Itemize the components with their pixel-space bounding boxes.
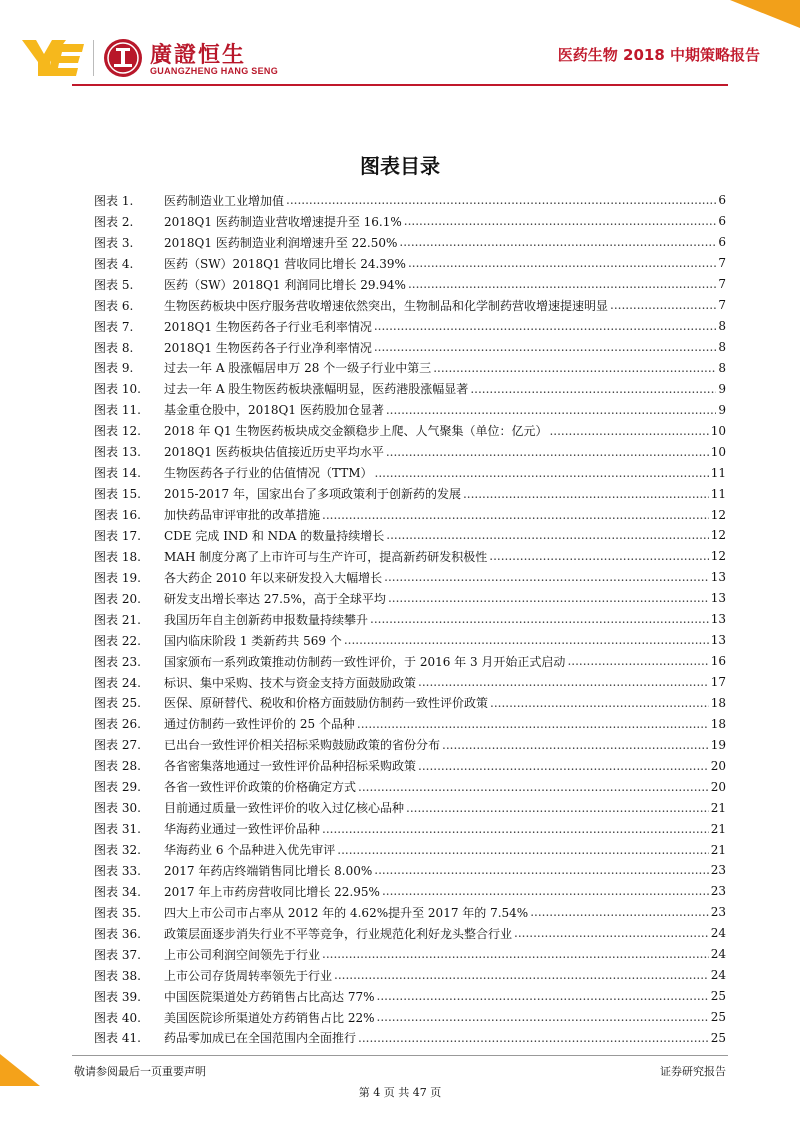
toc-entry-page: 13 (710, 633, 726, 648)
toc-entry-page: 18 (710, 716, 726, 731)
toc-dot-leader (408, 256, 716, 270)
toc-entry-page: 19 (710, 737, 726, 752)
toc-dot-leader (377, 989, 709, 1003)
toc-entry-title: 2017 年药店终端销售同比增长 8.00% (164, 863, 373, 878)
toc-entry[interactable] (94, 232, 726, 253)
toc-entry-title: 华海药业通过一致性评价品种 (164, 822, 321, 837)
toc-entry-title: 四大上市公司市占率从 2012 年的 4.62%提升至 2017 年的 7.54% (164, 905, 529, 920)
toc-entry-label: 图表 37. (94, 947, 141, 962)
toc-entry-page: 9 (718, 381, 726, 396)
toc-entry-page: 13 (710, 570, 726, 585)
toc-entry-title: 2018Q1 生物医药各子行业净利率情况 (164, 340, 372, 355)
toc-entry-title: 2018 年 Q1 生物医药板块成交金额稳步上爬、人气聚集（单位：亿元） (164, 424, 548, 439)
toc-dot-leader (388, 591, 709, 605)
toc-entry-title: 生物医药各子行业的估值情况（TTM） (164, 466, 373, 481)
toc-entry[interactable] (94, 358, 726, 379)
toc-entry-label: 图表 5. (94, 277, 134, 292)
toc-entry[interactable] (94, 567, 726, 588)
toc-entry[interactable] (94, 504, 726, 525)
toc-entry-title: 2018Q1 医药制造业利润增速升至 22.50% (164, 235, 398, 250)
toc-entry[interactable] (94, 881, 726, 902)
toc-entry-label: 图表 26. (94, 717, 141, 732)
toc-entry[interactable] (94, 965, 726, 986)
toc-entry-label: 图表 10. (94, 382, 141, 397)
toc-dot-leader (489, 549, 708, 563)
toc-entry-page: 6 (718, 193, 726, 208)
toc-entry-page: 20 (710, 758, 726, 773)
toc-dot-leader (370, 612, 709, 626)
toc-entry-page: 10 (710, 423, 726, 438)
toc-entry[interactable] (94, 295, 726, 316)
toc-entry-title: MAH 制度分离了上市许可与生产许可，提高新药研发积极性 (164, 549, 488, 564)
toc-entry-page: 23 (710, 905, 726, 920)
toc-entry[interactable] (94, 399, 726, 420)
toc-entry-label: 图表 21. (94, 612, 141, 627)
toc-dot-leader (406, 801, 709, 815)
toc-entry-title: 2015-2017 年，国家出台了多项政策利于创新药的发展 (164, 487, 461, 502)
toc-entry-label: 图表 19. (94, 570, 141, 585)
toc-entry-label: 图表 14. (94, 466, 141, 481)
brand-name-cn: 廣證恒生 (150, 43, 247, 68)
toc-entry-label: 图表 31. (94, 822, 141, 837)
toc-entry-label: 图表 27. (94, 738, 141, 753)
toc-entry-title: 美国医院诊所渠道处方药销售占比 22% (164, 1010, 375, 1025)
logo-divider (93, 40, 94, 76)
toc-entry-label: 图表 25. (94, 696, 141, 711)
header-rule (72, 84, 728, 86)
toc-entry[interactable] (94, 651, 726, 672)
toc-entry-title: CDE 完成 IND 和 NDA 的数量持续增长 (164, 528, 385, 543)
toc-entry[interactable] (94, 483, 726, 504)
toc-entry-label: 图表 41. (94, 1031, 141, 1046)
toc-dot-leader (463, 487, 709, 501)
toc-entry-page: 21 (710, 821, 726, 836)
toc-entry[interactable] (94, 525, 726, 546)
toc-entry[interactable] (94, 211, 726, 232)
toc-entry-title: 各省密集落地通过一致性评价品种招标采购政策 (164, 759, 417, 774)
toc-entry-page: 17 (710, 675, 726, 690)
toc-entry[interactable] (94, 776, 726, 797)
toc-entry-title: 2018Q1 医药制造业营收增速提升至 16.1% (164, 214, 402, 229)
toc-entry-label: 图表 40. (94, 1010, 141, 1025)
toc-entry-page: 16 (710, 654, 726, 669)
toc-dot-leader (386, 528, 708, 542)
toc-dot-leader (334, 968, 709, 982)
toc-entry[interactable] (94, 944, 726, 965)
toc-dot-leader (530, 905, 709, 919)
toc-entry-page: 12 (710, 528, 726, 543)
toc-dot-leader (442, 738, 709, 752)
toc-dot-leader (610, 298, 716, 312)
toc-entry[interactable] (94, 902, 726, 923)
page-header (0, 0, 800, 90)
toc-entry-label: 图表 9. (94, 361, 134, 376)
toc-dot-leader (418, 675, 709, 689)
toc-entry-label: 图表 28. (94, 759, 141, 774)
toc-entry-page: 21 (710, 800, 726, 815)
toc-entry[interactable] (94, 713, 726, 734)
toc-entry-page: 13 (710, 591, 726, 606)
toc-entry[interactable] (94, 378, 726, 399)
toc-entry[interactable] (94, 755, 726, 776)
toc-entry-title: 国家颁布一系列政策推动仿制药一致性评价，于 2016 年 3 月开始正式启动 (164, 654, 566, 669)
toc-entry-title: 已出台一致性评价相关招标采购鼓励政策的省份分布 (164, 738, 441, 753)
toc-dot-leader (382, 884, 709, 898)
toc-entry-title: 2017 年上市药房营收同比增长 22.95% (164, 884, 380, 899)
toc-entry-label: 图表 13. (94, 445, 141, 460)
toc-entry[interactable] (94, 190, 726, 211)
toc-dot-leader (375, 466, 709, 480)
toc-entry-label: 图表 30. (94, 801, 141, 816)
toc-entry-page: 6 (718, 214, 726, 229)
footer-rule (72, 1055, 728, 1056)
toc-dot-leader (358, 780, 709, 794)
toc-entry-label: 图表 32. (94, 843, 141, 858)
toc-entry-page: 24 (710, 968, 726, 983)
toc-entry[interactable] (94, 462, 726, 483)
toc-entry-title: 过去一年 A 股生物医药板块涨幅明显，医药港股涨幅显著 (164, 382, 469, 397)
toc-entry-page: 12 (710, 549, 726, 564)
toc-entry[interactable] (94, 734, 726, 755)
toc-entry-title: 医药（SW）2018Q1 利润同比增长 29.94% (164, 277, 406, 292)
toc-dot-leader (470, 382, 716, 396)
toc-entry-page: 9 (718, 402, 726, 417)
toc-entry-label: 图表 12. (94, 424, 141, 439)
toc-entry-title: 通过仿制药一致性评价的 25 个品种 (164, 717, 355, 732)
toc-entry-label: 图表 34. (94, 884, 141, 899)
toc-entry-page: 6 (718, 235, 726, 250)
toc-entry[interactable] (94, 839, 726, 860)
toc-dot-leader (374, 340, 717, 354)
toc-entry-page: 21 (710, 842, 726, 857)
toc-entry-label: 图表 7. (94, 319, 134, 334)
guangzheng-seal-icon (103, 38, 143, 78)
toc-entry-title: 2018Q1 生物医药各子行业毛利率情况 (164, 319, 372, 334)
toc-dot-leader (337, 843, 708, 857)
toc-entry[interactable] (94, 441, 726, 462)
toc-dot-leader (344, 633, 709, 647)
toc-entry-page: 7 (718, 277, 726, 292)
toc-entry[interactable] (94, 337, 726, 358)
page-number: 第 4 页 共 47 页 (358, 1086, 442, 1099)
toc-entry-page: 8 (718, 319, 726, 334)
toc-entry-page: 7 (718, 256, 726, 271)
toc-title: 图表目录 (360, 154, 440, 178)
toc-entry[interactable] (94, 693, 726, 714)
toc-entry-label: 图表 24. (94, 675, 141, 690)
toc-entry-title: 基金重仓股中，2018Q1 医药股加仓显著 (164, 403, 384, 418)
toc-entry-title: 华海药业 6 个品种进入优先审评 (164, 843, 336, 858)
toc-entry-label: 图表 16. (94, 508, 141, 523)
toc-dot-leader (418, 759, 709, 773)
figure-table-of-contents (94, 190, 726, 1048)
toc-entry-title: 过去一年 A 股涨幅居申万 28 个一级子行业中第三 (164, 361, 432, 376)
toc-entry-title: 我国历年自主创新药申报数量持续攀升 (164, 612, 369, 627)
toc-dot-leader (374, 863, 708, 877)
toc-entry-label: 图表 11. (94, 403, 141, 418)
toc-entry-title: 目前通过质量一致性评价的收入过亿核心品种 (164, 801, 405, 816)
toc-dot-leader (374, 319, 717, 333)
toc-entry-label: 图表 6. (94, 298, 134, 313)
toc-entry-title: 各省一致性评价政策的价格确定方式 (164, 780, 357, 795)
toc-entry-label: 图表 39. (94, 989, 141, 1004)
toc-entry[interactable] (94, 1028, 726, 1049)
toc-entry-label: 图表 38. (94, 968, 141, 983)
report-title: 医药生物 2018 中期策略报告 (557, 46, 760, 64)
toc-entry[interactable] (94, 316, 726, 337)
footer-disclaimer-note: 敬请参阅最后一页重要声明 (74, 1065, 206, 1078)
toc-entry[interactable] (94, 672, 726, 693)
toc-entry-label: 图表 33. (94, 863, 141, 878)
toc-entry-title: 标识、集中采购、技术与资金支持方面鼓励政策 (164, 675, 417, 690)
toc-entry-label: 图表 3. (94, 235, 134, 250)
toc-entry-page: 8 (718, 340, 726, 355)
toc-dot-leader (386, 445, 709, 459)
toc-entry[interactable] (94, 1007, 726, 1028)
toc-entry-page: 24 (710, 947, 726, 962)
toc-dot-leader (322, 822, 709, 836)
toc-dot-leader (399, 235, 716, 249)
toc-entry[interactable] (94, 630, 726, 651)
toc-entry-page: 23 (710, 863, 726, 878)
toc-entry-page: 12 (710, 507, 726, 522)
toc-entry-label: 图表 1. (94, 193, 134, 208)
toc-dot-leader (358, 1031, 709, 1045)
toc-entry-page: 13 (710, 612, 726, 627)
toc-entry-label: 图表 20. (94, 591, 141, 606)
toc-entry-label: 图表 18. (94, 549, 141, 564)
toc-entry-title: 中国医院渠道处方药销售占比高达 77% (164, 989, 375, 1004)
toc-entry-label: 图表 36. (94, 926, 141, 941)
toc-entry[interactable] (94, 588, 726, 609)
toc-dot-leader (404, 214, 717, 228)
toc-entry-title: 政策层面逐步消失行业不平等竞争，行业规范化利好龙头整合行业 (164, 926, 513, 941)
toc-entry-title: 上市公司利润空间领先于行业 (164, 947, 321, 962)
toc-entry-page: 18 (710, 695, 726, 710)
toc-entry-title: 加快药品审评审批的改革措施 (164, 508, 321, 523)
ye-logo-icon (22, 38, 84, 78)
toc-entry-page: 20 (710, 779, 726, 794)
toc-dot-leader (322, 947, 709, 961)
toc-dot-leader (286, 193, 716, 207)
toc-entry-label: 图表 23. (94, 654, 141, 669)
toc-entry-title: 医药（SW）2018Q1 营收同比增长 24.39% (164, 256, 406, 271)
toc-entry-title: 2018Q1 医药板块估值接近历史平均水平 (164, 445, 384, 460)
toc-entry-title: 研发支出增长率达 27.5%，高于全球平均 (164, 591, 386, 606)
toc-entry-title: 药品零加成已在全国范围内全面推行 (164, 1031, 357, 1046)
toc-dot-leader (377, 1010, 709, 1024)
toc-entry-page: 8 (718, 360, 726, 375)
toc-dot-leader (357, 717, 709, 731)
footer-report-type: 证券研究报告 (660, 1065, 726, 1078)
toc-entry[interactable] (94, 253, 726, 274)
toc-entry-page: 11 (710, 486, 726, 501)
toc-entry-page: 23 (710, 884, 726, 899)
toc-entry-label: 图表 35. (94, 905, 141, 920)
toc-entry-title: 国内临床阶段 1 类新药共 569 个 (164, 633, 342, 648)
toc-entry-page: 7 (718, 298, 726, 313)
toc-dot-leader (384, 570, 709, 584)
toc-entry-page: 11 (710, 465, 726, 480)
toc-entry[interactable] (94, 860, 726, 881)
toc-dot-leader (514, 926, 709, 940)
toc-entry-label: 图表 4. (94, 256, 134, 271)
toc-entry[interactable] (94, 274, 726, 295)
brand-name-en: GUANGZHENG HANG SENG (150, 66, 279, 76)
toc-entry-label: 图表 2. (94, 214, 134, 229)
toc-entry[interactable] (94, 818, 726, 839)
toc-entry[interactable] (94, 923, 726, 944)
toc-entry[interactable] (94, 797, 726, 818)
toc-entry[interactable] (94, 546, 726, 567)
toc-entry-title: 医药制造业工业增加值 (164, 193, 285, 208)
toc-dot-leader (386, 403, 717, 417)
toc-entry-title: 生物医药板块中医疗服务营收增速依然突出，生物制品和化学制药营收增速提速明显 (164, 298, 609, 313)
toc-entry-label: 图表 17. (94, 528, 141, 543)
toc-entry[interactable] (94, 986, 726, 1007)
toc-entry-page: 10 (710, 444, 726, 459)
toc-entry-label: 图表 8. (94, 340, 134, 355)
toc-entry-label: 图表 29. (94, 780, 141, 795)
toc-entry-page: 25 (710, 989, 726, 1004)
toc-dot-leader (567, 654, 708, 668)
toc-entry-label: 图表 15. (94, 487, 141, 502)
toc-entry-page: 24 (710, 926, 726, 941)
toc-entry-page: 25 (710, 1010, 726, 1025)
toc-dot-leader (490, 696, 709, 710)
toc-entry-title: 各大药企 2010 年以来研发投入大幅增长 (164, 570, 383, 585)
toc-dot-leader (408, 277, 716, 291)
toc-dot-leader (433, 361, 716, 375)
toc-entry-page: 25 (710, 1030, 726, 1045)
toc-entry-title: 医保、原研替代、税收和价格方面鼓励仿制药一致性评价政策 (164, 696, 489, 711)
toc-dot-leader (322, 508, 709, 522)
toc-dot-leader (549, 424, 708, 438)
toc-entry-label: 图表 22. (94, 633, 141, 648)
toc-entry[interactable] (94, 609, 726, 630)
toc-entry[interactable] (94, 420, 726, 441)
corner-decoration-bottom-left (0, 1054, 40, 1086)
toc-entry-title: 上市公司存货周转率领先于行业 (164, 968, 333, 983)
